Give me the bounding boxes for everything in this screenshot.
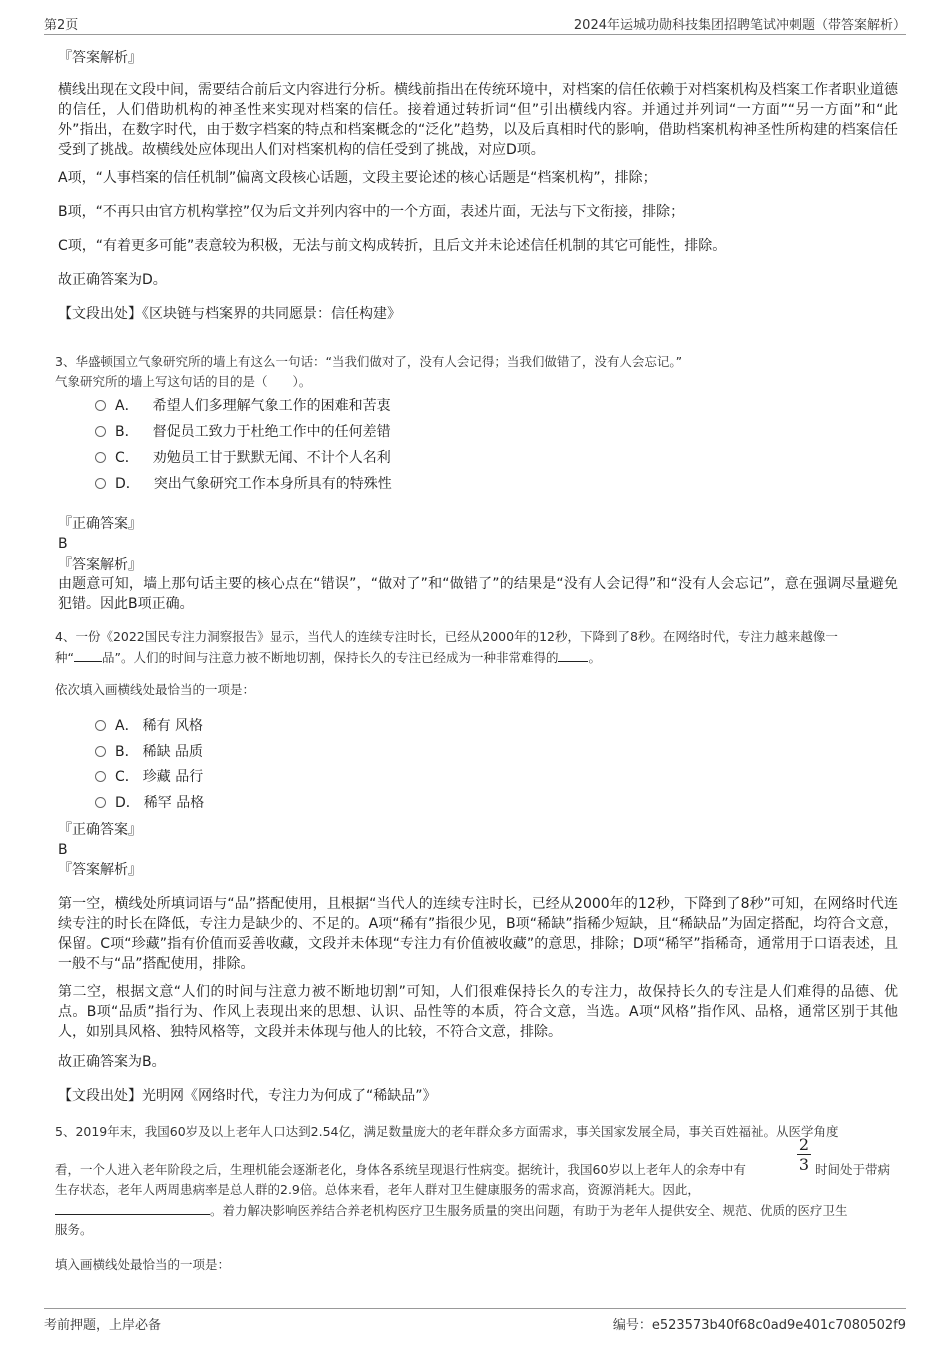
q3-option-a[interactable]: A． 希望人们多理解气象工作的困难和苦衷 [95, 396, 391, 416]
q2-analysis-option-a: A项，“人事档案的信任机制”偏离文段核心话题，文段主要论述的核心话题是“档案机构”，排除； [58, 170, 657, 186]
document-title: 2024年运城功勋科技集团招聘笔试冲刺题（带答案解析） [573, 18, 906, 33]
blank-answer [55, 1200, 210, 1215]
q4-option-a[interactable]: A． 稀有 风格 [95, 716, 203, 736]
q4-stem-line1: 4、一份《2022国民专注力洞察报告》显示，当代人的连续专注时长，已经从2000年的12秒，下降到了8秒。在网络时代，专注力越来越像一 [55, 629, 838, 644]
q4-answer: B [58, 842, 68, 858]
q3-stem-line2: 气象研究所的墙上写这句话的目的是（ ）。 [55, 374, 312, 389]
radio-icon[interactable] [95, 426, 106, 437]
q4-option-d[interactable]: D． 稀罕 品格 [95, 793, 204, 813]
q2-analysis-option-b: B项，“不再只由官方机构掌控”仅为后文并列内容中的一个方面，表述片面，无法与下文衔接，排除； [58, 204, 685, 220]
q4-stem-line2: 种“ 品”。人们的时间与注意力被不断地切割，保持长久的专注已经成为一种非常难得的 。 [55, 647, 895, 668]
q4-source: 【文段出处】光明网《网络时代，专注力为何成了“稀缺品”》 [58, 1088, 437, 1104]
radio-icon[interactable] [95, 452, 106, 463]
q2-analysis-option-c: C项，“有着更多可能”表意较为积极，无法与前文构成转折，且后文并未论述信任机制的其它可能性，排除。 [58, 238, 727, 254]
blank-2 [558, 647, 588, 662]
q4-option-b[interactable]: B． 稀缺 品质 [95, 742, 203, 762]
blank-1 [74, 647, 102, 662]
q5-prompt: 填入画横线处最恰当的一项是： [55, 1257, 231, 1272]
q5-stem-line2b: 时间处于带病 [815, 1162, 891, 1177]
q3-answer: B [58, 536, 68, 552]
footer-slogan: 考前押题，上岸必备 [44, 1318, 162, 1333]
q3-option-c[interactable]: C． 劝勉员工甘于默默无闻、不计个人名利 [95, 448, 391, 468]
radio-icon[interactable] [95, 720, 106, 731]
radio-icon[interactable] [95, 771, 106, 782]
q4-analysis-label: 『答案解析』 [58, 862, 142, 878]
radio-icon[interactable] [95, 746, 106, 757]
q4-analysis-paragraph-2: 第二空，根据文意“人们的时间与注意力被不断地切割”可知，人们很难保持长久的专注力，故保持长久的专注是人们难得的品德、优点。B项“品质”指行为、作风上表现出来的思想、认识、品性等的本质，符合文意，当选。A项“风格”指作风、品格，通常区别于其他人，如别具风格、独特风格等，文段并未体现与他人的比较，不符合文意，排除。 [58, 984, 898, 1040]
radio-icon[interactable] [95, 400, 106, 411]
q4-analysis-paragraph-1: 第一空，横线处所填词语与“品”搭配使用，且根据“当代人的连续专注时长，已经从2000年的12秒，下降到了8秒”可知，在网络时代连续专注的时长在降低，专注力是缺少的、不足的。A项“稀有”指很少见，B项“稀缺”指稀少短缺，且“稀缺品”为固定搭配，均符合文意，保留。C项“珍藏”指有价值而妥善收藏，文段并未体现“专注力有价值被收藏”的意思，排除；D项“稀罕”指稀奇，通常用于口语表述，且一般不与“品”搭配使用，排除。 [58, 896, 898, 972]
q5-stem-line2a: 看，一个人进入老年阶段之后，生理机能会逐渐老化，身体各系统呈现退行性病变。据统计，我国60岁以上老年人的余寿中有 [55, 1162, 746, 1177]
q3-analysis: 由题意可知，墙上那句话主要的核心点在“错误”，“做对了”和“做错了”的结果是“没有人会记得”和“没有人会忘记”，意在强调尽量避免犯错。因此B项正确。 [58, 576, 898, 612]
q5-stem-line4: 。着力解决影响医养结合养老机构医疗卫生服务质量的突出问题，有助于为老年人提供安全、规范、优质的医疗卫生 [55, 1200, 895, 1221]
radio-icon[interactable] [95, 478, 106, 489]
q4-answer-label: 『正确答案』 [58, 822, 142, 838]
q3-stem-line1: 3、华盛顿国立气象研究所的墙上有这么一句话：“当我们做对了，没有人会记得；当我们做错了，没有人会忘记。” [55, 354, 683, 369]
radio-icon[interactable] [95, 797, 106, 808]
q2-analysis-paragraph: 横线出现在文段中间，需要结合前后文内容进行分析。横线前指出在传统环境中，对档案的信任依赖于对档案机构及档案工作者职业道德的信任，人们借助机构的神圣性来实现对档案的信任。接着通过转折词“但”引出横线内容。并通过并列词“一方面”“另一方面”和“此外”指出，在数字时代，由于数字档案的特点和档案概念的“泛化”趋势，以及后真相时代的影响，借助档案机构神圣性所构建的档案信任受到了挑战。故横线处应体现出人们对档案机构的信任受到了挑战，对应D项。 [58, 82, 898, 158]
q3-option-d[interactable]: D． 突出气象研究工作本身所具有的特殊性 [95, 474, 392, 494]
q2-source: 【文段出处】《区块链与档案界的共同愿景：信任构建》 [58, 306, 401, 322]
q5-stem-line1: 5、2019年末，我国60岁及以上老年人口达到2.54亿，满足数量庞大的老年群众多方面需求，事关国家发展全局，事关百姓福祉。从医学角度 [55, 1124, 839, 1139]
page-number: 第2页 [44, 18, 79, 33]
q5-stem-line5: 服务。 [55, 1222, 93, 1237]
q5-stem-line3: 生存状态，老年人两周患病率是总人群的2.9倍。总体来看，老年人群对卫生健康服务的需求高，资源消耗大。因此， [55, 1182, 700, 1197]
q3-option-b[interactable]: B． 督促员工致力于杜绝工作中的任何差错 [95, 422, 391, 442]
q2-conclusion: 故正确答案为D。 [58, 272, 167, 288]
q3-analysis-label: 『答案解析』 [58, 557, 142, 573]
q2-analysis-label: 『答案解析』 [58, 50, 142, 66]
q4-option-c[interactable]: C． 珍藏 品行 [95, 767, 203, 787]
q3-answer-label: 『正确答案』 [58, 516, 142, 532]
q4-conclusion: 故正确答案为B。 [58, 1054, 166, 1070]
two-thirds-fraction: 2 3 [798, 1135, 810, 1174]
footer-code: 编号：e523573b40f68c0ad9e401c7080502f9 [612, 1318, 906, 1333]
q4-prompt: 依次填入画横线处最恰当的一项是： [55, 682, 256, 697]
page-footer [44, 1308, 906, 1336]
page-header [44, 14, 906, 35]
